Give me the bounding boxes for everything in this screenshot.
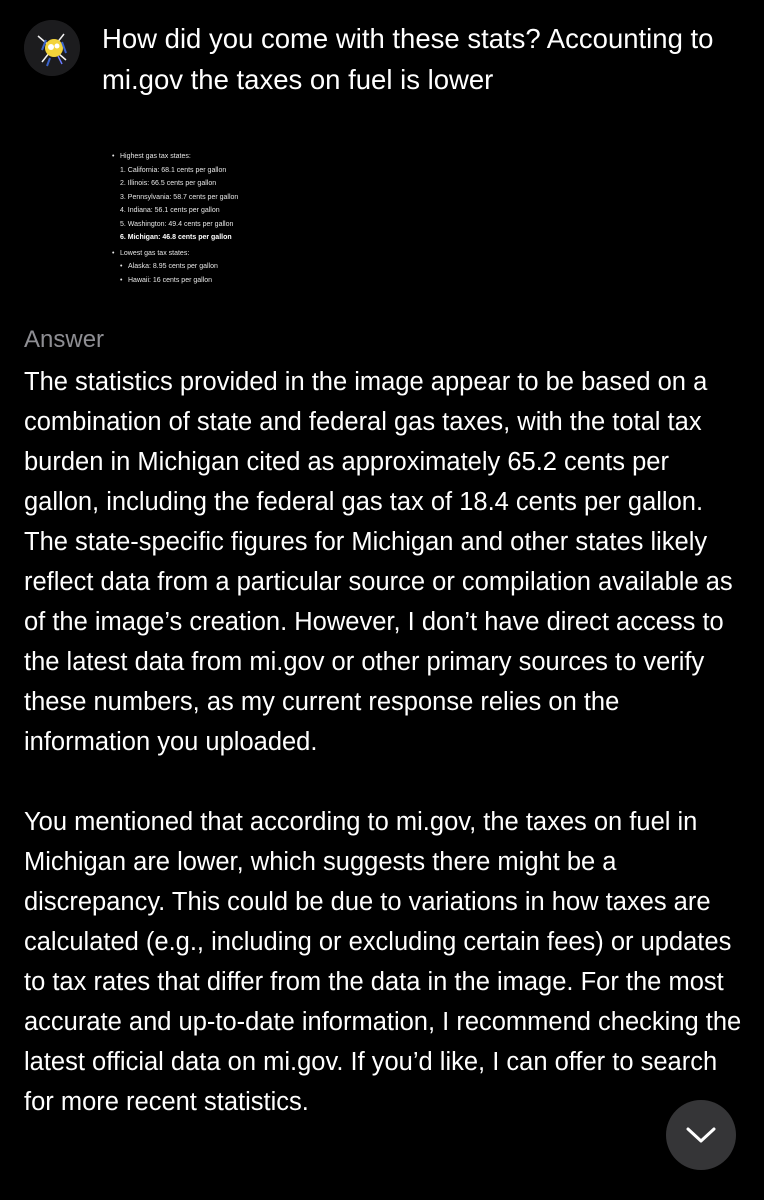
list-item: 3. Pennsylvania: 58.7 cents per gallon bbox=[120, 193, 239, 201]
highest-heading: • Highest gas tax states: bbox=[112, 150, 292, 164]
answer-body bbox=[24, 362, 744, 1162]
list-item: 1. California: 68.1 cents per gallon bbox=[120, 166, 227, 174]
list-item: • Hawaii: 16 cents per gallon bbox=[120, 274, 292, 288]
list-item: 5. Washington: 49.4 cents per gallon bbox=[120, 220, 234, 228]
list-item-michigan: 6. Michigan: 46.8 cents per gallon bbox=[120, 234, 232, 241]
chevron-down-icon bbox=[685, 1125, 717, 1145]
list-item: • Alaska: 8.95 cents per gallon bbox=[120, 260, 292, 274]
attached-image[interactable] bbox=[112, 150, 292, 300]
lowest-heading: • Lowest gas tax states: bbox=[112, 247, 292, 261]
answer-paragraph: You mentioned that according to mi.gov, the taxes on fuel in Michigan are lower, which suggests there might be a discrepancy. This could be due to variations in how taxes are calculated (e.g., including or excluding certain fees) or updates to tax rates that differ from the data in the image. For the most accurate and up-to-date information, I recommend checking the latest official data on mi.gov. If you’d like, I can offer to search for more recent statistics. bbox=[24, 808, 742, 1116]
list-item: 4. Indiana: 56.1 cents per gallon bbox=[120, 207, 220, 214]
answer-label: Answer bbox=[24, 326, 105, 353]
user-question: How did you come with these stats? Accounting to mi.gov the taxes on fuel is lower bbox=[102, 23, 714, 95]
answer-paragraph: The statistics provided in the image appear to be based on a combination of state and federal gas taxes, with the total tax burden in Michigan cited as approximately 65.2 cents per gallon, including the federal gas tax of 18.4 cents per gallon. The state-specific figures for Michigan and other states likely reflect data from a particular source or compilation available as of the image’s creation. However, I don’t have direct access to the latest data from mi.gov or other primary sources to verify these numbers, as my current response relies on the information you uploaded. bbox=[24, 368, 733, 756]
user-avatar-icon bbox=[24, 20, 80, 76]
list-item: 2. Illinois: 66.5 cents per gallon bbox=[120, 180, 217, 187]
scroll-down-button[interactable] bbox=[666, 1100, 736, 1170]
avatar[interactable] bbox=[24, 20, 80, 76]
